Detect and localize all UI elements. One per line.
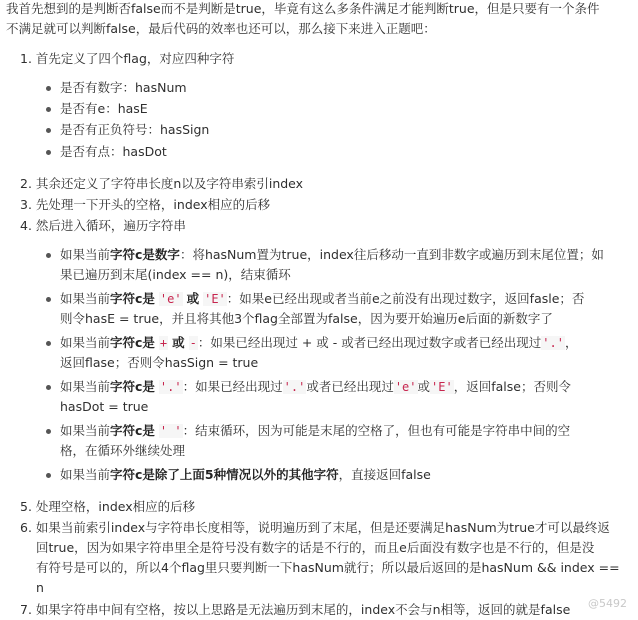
- case-e: [60, 289, 584, 309]
- bullet-icon: [46, 473, 51, 478]
- step-text: 然后进入循环，遍历字符串: [35, 218, 186, 233]
- step-text: 如果当前索引index与字符串长度相等，说明遍历到了末尾，但是还要满足hasNum为true才可以最终返: [35, 520, 610, 535]
- step-number: 1.: [20, 51, 32, 66]
- step-number: 4.: [20, 218, 32, 233]
- step-2: [20, 174, 303, 194]
- code-literal: 'e': [394, 380, 417, 394]
- bullet-icon: [46, 128, 51, 133]
- step-7: [20, 600, 570, 620]
- flag-item: 是否有正负符号：hasSign: [60, 122, 210, 137]
- flag-item: 是否有e：hasE: [60, 101, 148, 116]
- case-text: ：将hasNum置为true，index往后移动一直到非数字或遍历到末尾位置；如: [179, 247, 604, 262]
- case-other: [60, 465, 431, 485]
- case-condition: 字符c是除了上面5种情况以外的其他字符: [110, 467, 339, 482]
- intro-line-2: 不满足就可以判断false，最后代码的效率也还可以，那么接下来进入正题吧：: [6, 21, 436, 36]
- step-text: 如果字符串中间有空格，按以上思路是无法遍历到末尾的，index不会与n相等，返回的就是false: [35, 602, 571, 617]
- code-literal: +: [159, 336, 168, 350]
- bullet-icon: [46, 341, 51, 346]
- case-condition: 字符c是: [110, 379, 155, 394]
- case-or: 或: [417, 379, 431, 394]
- flag-item: 是否有点：hasDot: [60, 144, 167, 159]
- case-text: 或者已经出现过: [306, 379, 394, 394]
- case-prefix: 如果当前: [60, 291, 111, 306]
- step-number: 2.: [20, 176, 32, 191]
- case-text: ：如果e已经出现或者当前e之前没有出现过数字，返回fasle；否: [226, 291, 585, 306]
- step-number: 5.: [20, 499, 32, 514]
- step-6: [20, 518, 610, 538]
- case-or: 或: [186, 291, 200, 306]
- step-text: 首先定义了四个flag，对应四种字符: [35, 51, 235, 66]
- case-sign-line-2: 返回flase；否则令hasSign = true: [60, 355, 259, 370]
- step-number: 6.: [20, 520, 32, 535]
- code-literal: 'E': [204, 292, 226, 306]
- code-literal: '.': [159, 380, 182, 394]
- step-number: 3.: [20, 197, 32, 212]
- step-text: 处理空格，index相应的后移: [35, 499, 196, 514]
- step-6-line-3: 有符号是可以的，所以4个flag里只要判断一下hasNum就行；所以最后返回的是hasNum && index ==: [36, 560, 620, 575]
- step-6-line-2: 回true，因为如果字符串里全是符号没有数字的话是不行的，而且e后面没有数字也是不行的，但是没: [36, 540, 595, 555]
- code-literal: 'e': [159, 292, 182, 306]
- case-space-line-2: 格，在循环外继续处理: [60, 443, 186, 458]
- bullet-icon: [46, 429, 51, 434]
- step-4: [20, 216, 186, 236]
- bullet-icon: [46, 150, 51, 155]
- step-text: 其余还定义了字符串长度n以及字符串索引index: [35, 176, 304, 191]
- case-text: ，返回false；否则令: [453, 379, 571, 394]
- step-3: [20, 195, 270, 215]
- code-literal: ' ': [159, 424, 182, 438]
- bullet-icon: [46, 297, 51, 302]
- case-text: ：如果已经出现过: [182, 379, 283, 394]
- intro-line-1: 我首先想到的是判断否false而不是判断是true，毕竟有这么多条件满足才能判断true，但是只要有一个条件: [6, 1, 600, 16]
- code-literal: '.': [542, 336, 564, 350]
- flag-item: 是否有数字：hasNum: [60, 80, 187, 95]
- bullet-icon: [46, 86, 51, 91]
- case-sign: [60, 333, 577, 353]
- case-dot-line-2: hasDot = true: [60, 399, 149, 414]
- case-condition: 字符c是: [110, 423, 155, 438]
- case-text: ：结束循环，因为可能是末尾的空格了，但也有可能是字符串中间的空: [182, 423, 571, 438]
- case-or: 或: [172, 335, 185, 350]
- case-prefix: 如果当前: [60, 379, 111, 394]
- case-prefix: 如果当前: [60, 335, 111, 350]
- code-literal: 'E': [431, 380, 453, 394]
- bullet-icon: [46, 253, 51, 258]
- code-literal: '.': [283, 380, 306, 394]
- step-text: 先处理一下开头的空格，index相应的后移: [35, 197, 271, 212]
- case-condition: 字符c是数字: [110, 247, 180, 262]
- step-6-line-4: n: [36, 580, 44, 595]
- watermark: @5492: [588, 597, 627, 610]
- step-number: 7.: [20, 602, 32, 617]
- bullet-icon: [46, 385, 51, 390]
- case-condition: 字符c是: [110, 335, 155, 350]
- step-5: [20, 497, 195, 517]
- case-e-line-2: 则令hasE = true，并且将其他3个flag全部置为false，因为要开始遍历e后面的新数字了: [60, 311, 553, 326]
- case-digit-line-2: 果已遍历到末尾(index == n)，结束循环: [60, 267, 291, 282]
- case-space: [60, 421, 570, 441]
- case-text: ，: [564, 335, 578, 350]
- step-1: [20, 49, 234, 69]
- case-dot: [60, 377, 571, 397]
- case-prefix: 如果当前: [60, 423, 111, 438]
- case-text: ：如果已经出现过 + 或 - 或者已经出现过数字或者已经出现过: [197, 335, 542, 350]
- code-literal: -: [189, 336, 197, 350]
- bullet-icon: [46, 107, 51, 112]
- case-prefix: 如果当前: [60, 247, 111, 262]
- case-digit: [60, 245, 604, 265]
- case-prefix: 如果当前: [60, 467, 111, 482]
- case-text: ，直接返回false: [338, 467, 431, 482]
- case-condition: 字符c是: [110, 291, 155, 306]
